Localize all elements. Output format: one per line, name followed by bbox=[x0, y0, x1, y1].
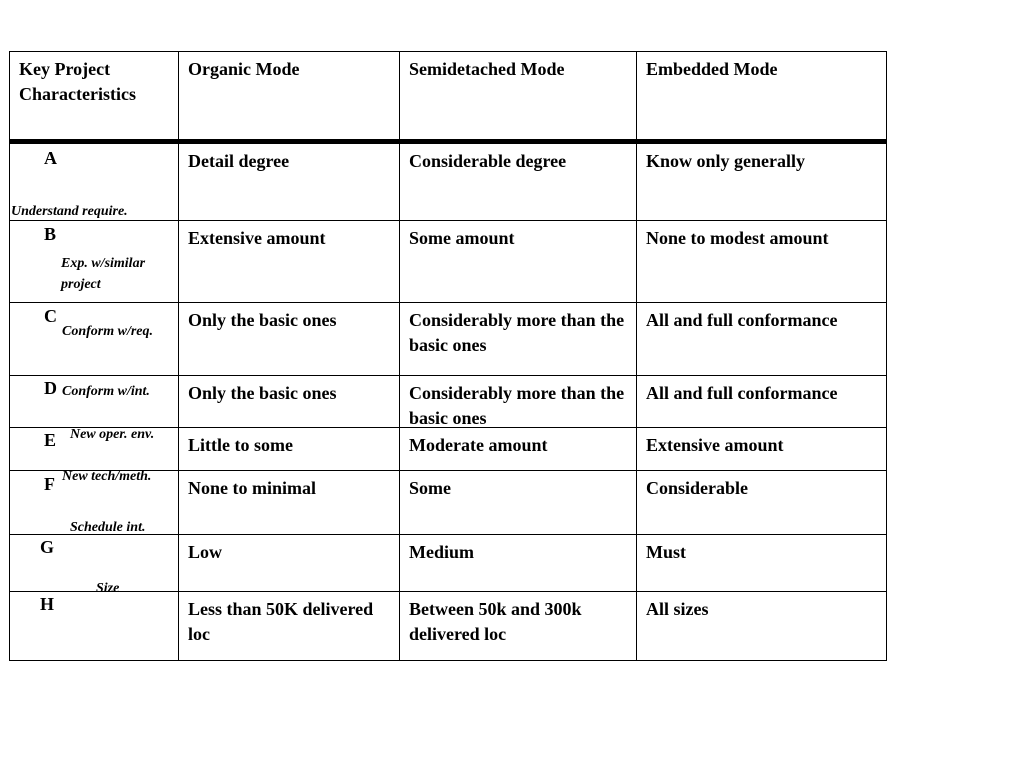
key-cell bbox=[10, 535, 179, 591]
embedded-cell: Considerable bbox=[646, 478, 749, 498]
semidetached-cell: Moderate amount bbox=[400, 428, 637, 470]
row-annotation: Conform w/req. bbox=[62, 324, 154, 339]
row-key-letter: A bbox=[44, 148, 57, 168]
row-key-letter: E bbox=[44, 430, 57, 450]
organic-cell: None to minimal bbox=[179, 471, 400, 534]
table-row bbox=[9, 535, 887, 592]
table-header-row bbox=[9, 51, 887, 144]
semidetached-cell: Some amount bbox=[400, 221, 637, 302]
row-annotation: Conform w/int. bbox=[62, 384, 150, 399]
organic-cell: Low bbox=[179, 535, 400, 591]
semidetached-cell: Some bbox=[400, 471, 637, 534]
table-row bbox=[9, 144, 887, 221]
semidetached-cell: Medium bbox=[400, 535, 637, 591]
embedded-cell: Must bbox=[646, 542, 686, 562]
header-embedded-mode: Embedded Mode bbox=[646, 59, 778, 79]
organic-cell: Extensive amount bbox=[179, 221, 400, 302]
organic-cell: Little to some bbox=[179, 428, 400, 470]
organic-cell: Less than 50K delivered loc bbox=[179, 592, 400, 660]
semidetached-cell: Considerably more than the basic ones bbox=[400, 376, 637, 427]
embedded-cell: All and full conformance bbox=[646, 383, 838, 403]
row-annotation: Schedule int. bbox=[70, 520, 146, 535]
embedded-cell: Know only generally bbox=[646, 151, 806, 171]
row-key-letter: D bbox=[44, 378, 57, 398]
row-key-letter: G bbox=[40, 537, 55, 557]
embedded-cell: None to modest amount bbox=[646, 228, 829, 248]
row-annotation: New oper. env. bbox=[70, 427, 155, 442]
embedded-cell: Extensive amount bbox=[646, 435, 784, 455]
row-key-letter: F bbox=[44, 474, 55, 494]
organic-cell: Only the basic ones bbox=[179, 303, 400, 375]
header-organic-mode: Organic Mode bbox=[179, 52, 400, 139]
header-key-characteristics: Key Project Characteristics bbox=[10, 52, 179, 139]
row-key-letter: B bbox=[44, 224, 57, 244]
row-annotation: New tech/meth. bbox=[62, 469, 152, 484]
header-semidetached-mode: Semidetached Mode bbox=[400, 52, 637, 139]
table-row bbox=[9, 592, 887, 661]
row-annotation: Understand require. bbox=[11, 204, 128, 219]
organic-cell: Detail degree bbox=[179, 144, 400, 220]
embedded-cell: All sizes bbox=[646, 599, 709, 619]
embedded-cell: All and full conformance bbox=[646, 310, 838, 330]
row-key-letter: C bbox=[44, 306, 57, 326]
semidetached-cell: Considerable degree bbox=[400, 144, 637, 220]
semidetached-cell: Between 50k and 300k delivered loc bbox=[400, 592, 637, 660]
organic-cell: Only the basic ones bbox=[179, 376, 400, 427]
row-key-letter: H bbox=[40, 594, 55, 614]
row-annotation: Size bbox=[96, 581, 120, 596]
key-cell bbox=[10, 592, 179, 660]
semidetached-cell: Considerably more than the basic ones bbox=[400, 303, 637, 375]
row-annotation: Exp. w/similar project bbox=[61, 256, 146, 292]
